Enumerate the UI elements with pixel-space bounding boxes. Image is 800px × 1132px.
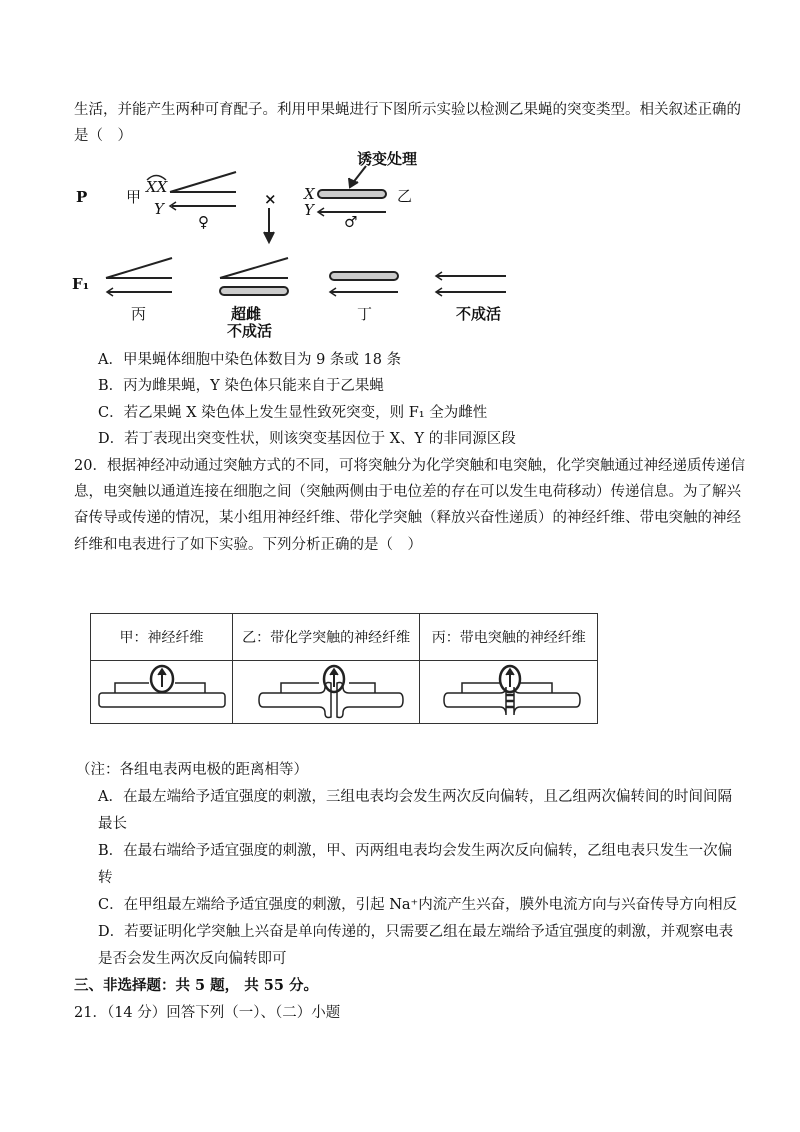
q20-stem-line4: 纤维和电表进行了如下实验。下列分析正确的是（ ） — [74, 537, 422, 553]
q20-stem-line3: 奋传导或传递的情况，某小组用神经纤维、带化学突触（释放兴奋性递质）的神经纤维、带电突触的神经 — [74, 510, 741, 526]
q20-option-b-line2: 转 — [98, 870, 113, 886]
q20-option-c: C．在甲组最左端给予适宜强度的刺激，引起 Na⁺内流产生兴奋，膜外电流方向与兴奋传导方向相反 — [98, 897, 738, 913]
jia-label: 甲 — [126, 188, 142, 206]
mutagen-label: 诱变处理 — [357, 150, 418, 168]
xx-label: XX — [146, 178, 168, 196]
q20-option-d-line1: D．若要证明化学突触上兴奋是单向传递的，只需要乙组在最左端给予适宜强度的刺激，并观察电表 — [98, 924, 734, 940]
nerve-fiber-drawing — [91, 661, 233, 723]
q20-option-a-line2: 最长 — [98, 816, 127, 832]
yi-label: 乙 — [397, 187, 413, 205]
q20-stem-line2: 息，电突触以通道连接在细胞之间（突触两侧由于电位差的存在可以发生电荷移动）传递信息。为了解兴 — [74, 484, 741, 500]
section-heading: 三、非选择题：共 5 题， 共 55 分。 — [74, 977, 319, 994]
male-symbol: ♂ — [344, 213, 358, 231]
offspring-superfemale-label: 超雌 — [231, 305, 262, 323]
cross-symbol: × — [264, 190, 277, 208]
header-bing: 丙：带电突触的神经纤维 — [420, 614, 598, 661]
q19-option-a: A．甲果蝇体细胞中染色体数目为 9 条或 18 条 — [98, 352, 402, 368]
cell-nerve-fiber — [91, 661, 233, 724]
q19-intro-line2: 是（ ） — [74, 128, 132, 144]
header-jia: 甲：神经纤维 — [91, 614, 233, 661]
q20-option-b-line1: B．在最右端给予适宜强度的刺激，甲、丙两组电表均会发生两次反向偏转，乙组电表只发生一次偏 — [98, 843, 733, 859]
female-symbol: ♀ — [198, 213, 209, 231]
cell-electrical-synapse — [420, 661, 598, 724]
generation-F1-label: F₁ — [72, 275, 90, 293]
q20-option-a-line1: A．在最左端给予适宜强度的刺激，三组电表均会发生两次反向偏转，且乙组两次偏转间的时间间隔 — [98, 789, 732, 805]
offspring-lethal-label: 不成活 — [456, 305, 502, 323]
cell-chemical-synapse — [232, 661, 419, 724]
electrical-synapse-drawing — [420, 661, 598, 723]
header-yi: 乙：带化学突触的神经纤维 — [232, 614, 419, 661]
generation-P-label: P — [76, 188, 88, 206]
y-right-label: Y — [304, 201, 314, 219]
offspring-ding-label: 丁 — [357, 305, 373, 323]
q21-stem: 21．（14 分）回答下列（一）、（二）小题 — [74, 1005, 341, 1021]
q20-note: （注：各组电表两电极的距离相等） — [76, 762, 308, 778]
offspring-superfemale-lethal-label: 不成活 — [227, 322, 273, 340]
chromosome-diagram — [0, 0, 800, 360]
q20-option-d-line2: 是否会发生两次反向偏转即可 — [98, 951, 287, 967]
q19-option-c: C．若乙果蝇 X 染色体上发生显性致死突变，则 F₁ 全为雌性 — [98, 405, 488, 421]
q19-option-d: D．若丁表现出突变性状，则该突变基因位于 X、Y 的非同源区段 — [98, 431, 516, 447]
offspring-bing-label: 丙 — [131, 305, 147, 323]
chemical-synapse-drawing — [233, 661, 421, 723]
q19-intro-line1: 生活，并能产生两种可育配子。利用甲果蝇进行下图所示实验以检测乙果蝇的突变类型。相关叙述正确的 — [74, 102, 741, 118]
q20-stem-line1: 20．根据神经冲动通过突触方式的不同，可将突触分为化学突触和电突触，化学突触通过神经递质传递信 — [74, 458, 745, 474]
q19-option-b: B．丙为雌果蝇，Y 染色体只能来自于乙果蝇 — [98, 378, 384, 394]
y-left-label: Y — [154, 200, 164, 218]
x-right-label: X — [304, 185, 315, 203]
experiment-table — [90, 613, 598, 724]
